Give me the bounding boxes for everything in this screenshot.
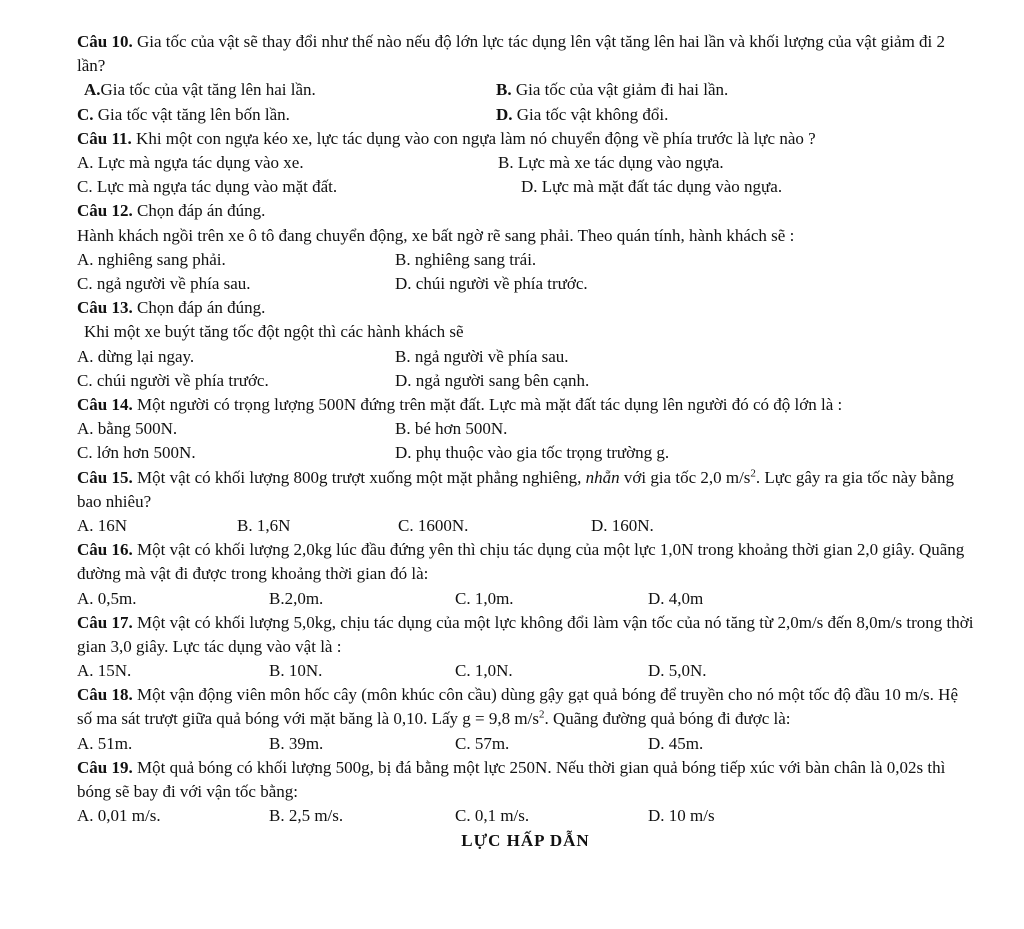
option-b: B. Lực mà xe tác dụng vào ngựa. xyxy=(498,152,724,172)
question-11 xyxy=(77,127,974,200)
question-18-options-row xyxy=(77,732,974,756)
option-a: A. bằng 500N. xyxy=(77,419,178,439)
option-c: C. Lực mà ngựa tác dụng vào mặt đất. xyxy=(77,177,338,197)
question-17 xyxy=(77,611,974,684)
question-11-options-row-1 xyxy=(77,151,974,175)
option-a: A. dừng lại ngay. xyxy=(77,346,195,366)
question-13-text: Câu 13. Chọn đáp án đúng. xyxy=(77,298,266,318)
option-c: C. 1,0m. xyxy=(455,588,514,608)
option-b: B. 39m. xyxy=(269,733,324,753)
option-b: B. Gia tốc của vật giảm đi hai lần. xyxy=(496,80,729,100)
option-c: C. lớn hơn 500N. xyxy=(77,443,196,463)
question-14-text: Câu 14. Một người có trọng lượng 500N đứng trên mặt đất. Lực mà mặt đất tác dụng lên người đó có độ lớn là : xyxy=(77,394,843,414)
option-c: C. 57m. xyxy=(455,733,510,753)
question-11-text: Câu 11. Khi một con ngựa kéo xe, lực tác dụng vào con ngựa làm nó chuyển động về phía trước là lực nào ? xyxy=(77,128,816,148)
question-12-text: Câu 12. Chọn đáp án đúng. xyxy=(77,201,266,221)
option-b: B.2,0m. xyxy=(269,588,324,608)
question-19-label: Câu 19. xyxy=(77,757,133,777)
section-title: LỰC HẤP DẪN xyxy=(461,831,590,851)
question-15-label: Câu 15. xyxy=(77,467,133,487)
question-12-body: Hành khách ngồi trên xe ô tô đang chuyển động, xe bất ngờ rẽ sang phải. Theo quán tính, hành khách sẽ : xyxy=(77,225,795,245)
question-14-options-row-2 xyxy=(77,441,974,465)
question-18-label: Câu 18. xyxy=(77,685,133,705)
question-15 xyxy=(77,466,974,539)
option-b: B. 2,5 m/s. xyxy=(269,806,344,826)
option-c: C. Gia tốc vật tăng lên bốn lần. xyxy=(77,104,290,124)
option-d: D. 10 m/s xyxy=(648,806,715,826)
option-a: A. 15N. xyxy=(77,661,132,681)
question-19-text: Câu 19. Một quả bóng có khối lượng 500g, bị đá bằng một lực 250N. Nếu thời gian quả bóng tiếp xúc với bàn chân là 0,02s thì bóng sẽ bay đi với vận tốc bằng: xyxy=(77,757,946,802)
option-b: B. ngả người về phía sau. xyxy=(395,346,569,366)
option-d: D. Gia tốc vật không đổi. xyxy=(496,104,669,124)
option-c: C. 1,0N. xyxy=(455,661,513,681)
question-19 xyxy=(77,756,974,829)
question-15-text: Câu 15. Một vật có khối lượng 800g trượt xuống một mặt phẳng nghiêng, nhẵn với gia tốc 2,0 $m/s^2$. Lực gây ra gia tốc này bằng bao nhiêu? xyxy=(77,466,954,511)
option-d: D. chúi người về phía trước. xyxy=(395,273,588,293)
option-d: D. 45m. xyxy=(648,733,704,753)
question-15-options-row xyxy=(77,514,974,538)
question-16 xyxy=(77,538,974,611)
question-13-label: Câu 13. xyxy=(77,298,133,318)
option-a: A. 0,5m. xyxy=(77,588,137,608)
question-12-label: Câu 12. xyxy=(77,201,133,221)
option-a: A. nghiêng sang phải. xyxy=(77,249,226,269)
question-14 xyxy=(77,393,974,466)
option-a: A. 16N xyxy=(77,515,128,535)
question-10-options-row-2 xyxy=(77,103,974,127)
question-10 xyxy=(77,30,974,127)
option-d: D. 5,0N. xyxy=(648,661,707,681)
question-10-options-row-1 xyxy=(77,78,974,102)
question-11-options-row-2 xyxy=(77,175,974,199)
option-c: C. chúi người về phía trước. xyxy=(77,370,269,390)
option-d: D. ngả người sang bên cạnh. xyxy=(395,370,590,390)
question-12-options-row-2 xyxy=(77,272,974,296)
question-10-text: Câu 10. Gia tốc của vật sẽ thay đổi như thế nào nếu độ lớn lực tác dụng lên vật tăng lên hai lần và khối lượng của vật giảm đi 2 lần? xyxy=(77,32,946,76)
question-13 xyxy=(77,296,974,393)
question-19-options-row xyxy=(77,804,974,828)
option-c: C. 1600N. xyxy=(398,515,469,535)
question-16-label: Câu 16. xyxy=(77,540,133,560)
question-14-label: Câu 14. xyxy=(77,394,133,414)
question-17-text: Câu 17. Một vật có khối lượng 5,0kg, chịu tác dụng của một lực không đổi làm vận tốc của nó tăng từ 2,0m/s đến 8,0m/s trong thời gian 3,0 giây. Lực tác dụng vào vật là : xyxy=(77,612,974,656)
option-b: B. 1,6N xyxy=(237,515,291,535)
question-17-label: Câu 17. xyxy=(77,612,133,632)
question-18-text: Câu 18. Một vận động viên môn hốc cây (môn khúc côn cầu) dùng gậy gạt quả bóng để truyền cho nó một tốc độ đầu 10 m/s. Hệ số ma sát trượt giữa quả bóng với mặt băng là 0,10. Lấy g = 9,8 $m/s^2$. Quãng đường quả bóng đi được là: xyxy=(77,685,958,729)
option-b: B. 10N. xyxy=(269,661,323,681)
option-b: B. nghiêng sang trái. xyxy=(395,249,537,269)
option-d: D. 160N. xyxy=(591,515,654,535)
question-13-body: Khi một xe buýt tăng tốc đột ngột thì các hành khách sẽ xyxy=(84,322,464,342)
option-c: C. 0,1 m/s. xyxy=(455,806,530,826)
option-d: D. phụ thuộc vào gia tốc trọng trường g. xyxy=(395,443,670,463)
option-c: C. ngả người về phía sau. xyxy=(77,273,251,293)
question-13-options-row-2 xyxy=(77,369,974,393)
option-a: A. 0,01 m/s. xyxy=(77,806,161,826)
option-b: B. bé hơn 500N. xyxy=(395,419,508,439)
question-14-options-row-1 xyxy=(77,417,974,441)
question-17-options-row xyxy=(77,659,974,683)
option-a: A. Lực mà ngựa tác dụng vào xe. xyxy=(77,152,304,172)
question-12 xyxy=(77,199,974,296)
question-16-options-row xyxy=(77,587,974,611)
question-13-options-row-1 xyxy=(77,345,974,369)
option-d: D. 4,0m xyxy=(648,588,704,608)
option-a: A. 51m. xyxy=(77,733,133,753)
question-12-options-row-1 xyxy=(77,248,974,272)
question-11-label: Câu 11. xyxy=(77,128,132,148)
question-10-label: Câu 10. xyxy=(77,32,133,51)
question-16-text: Câu 16. Một vật có khối lượng 2,0kg lúc đầu đứng yên thì chịu tác dụng của một lực 1,0N trong khoảng thời gian 2,0 giây. Quãng đường mà vật đi được trong khoảng thời gian đó là: xyxy=(77,540,965,584)
option-d: D. Lực mà mặt đất tác dụng vào ngựa. xyxy=(521,177,783,197)
option-a: A.Gia tốc của vật tăng lên hai lần. xyxy=(84,80,316,100)
question-18 xyxy=(77,683,974,756)
